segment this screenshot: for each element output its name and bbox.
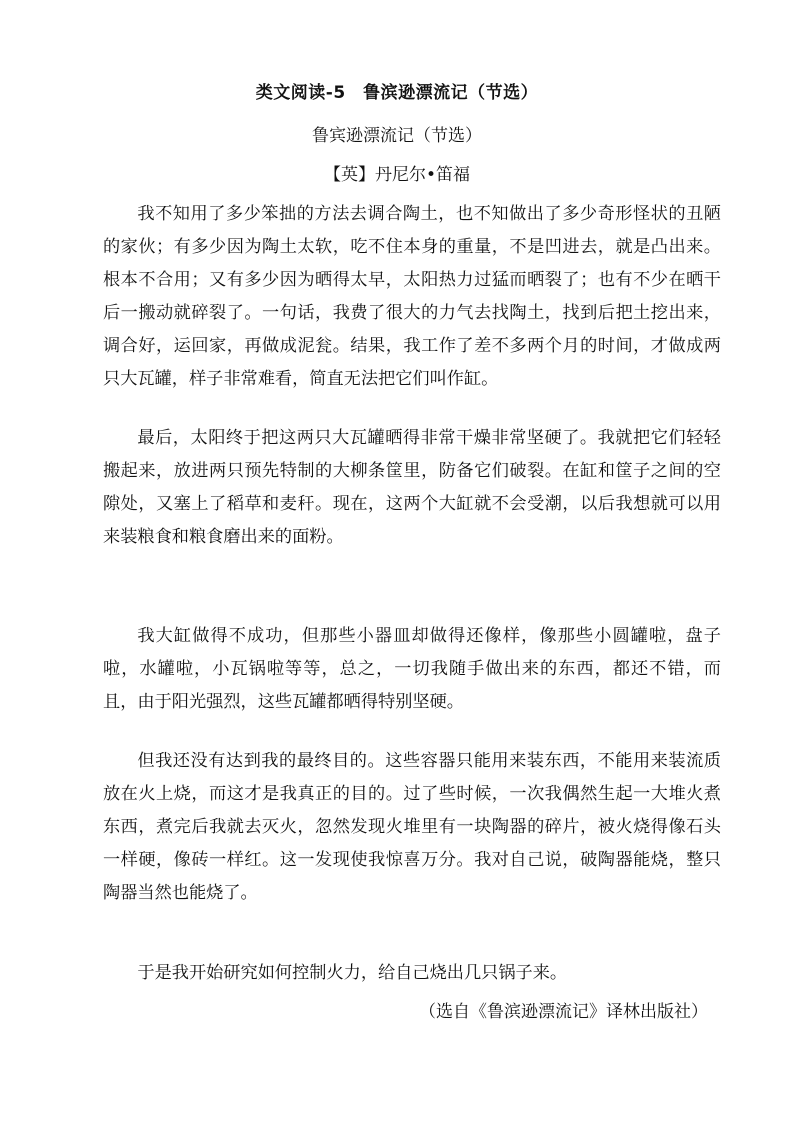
paragraph-4: 但我还没有达到我的最终目的。这些容器只能用来装东西，不能用来装流质放在火上烧，而这才是我真正的目的。过了些时候，一次我偶然生起一大堆火煮东西，煮完后我就去灭火，忽然发现火堆里有一块陶器的碎片，被火烧得像石头一样硬，像砖一样红。这一发现使我惊喜万分。我对自己说，破陶器能烧，整只陶器当然也能烧了。 (103, 751, 721, 903)
source-citation: （选自《鲁滨逊漂流记》译林出版社） (419, 1002, 708, 1022)
paragraph-3: 我大缸做得不成功，但那些小器皿却做得还像样，像那些小圆罐啦，盘子啦，水罐啦，小瓦锅啦等等，总之，一切我随手做出来的东西，都还不错，而且，由于阳光强烈，这些瓦罐都晒得特别坚硬。 (103, 626, 721, 712)
article-title: 鲁宾逊漂流记（节选） (312, 126, 482, 146)
paragraph-5: 于是我开始研究如何控制火力，给自己烧出几只锅子来。 (137, 963, 568, 983)
paragraph-1: 我不知用了多少笨拙的方法去调合陶土，也不知做出了多少奇形怪状的丑陋的家伙；有多少因为陶土太软，吃不住本身的重量，不是凹进去，就是凸出来。根本不合用；又有多少因为晒得太早，太阳热力过猛而晒裂了；也有不少在晒干后一搬动就碎裂了。一句话，我费了很大的力气去找陶土，找到后把土挖出来，调合好，运回家，再做成泥瓮。结果，我工作了差不多两个月的时间，才做成两只大瓦罐，样子非常难看，简直无法把它们叫作缸。 (103, 204, 721, 389)
paragraph-2: 最后，太阳终于把这两只大瓦罐晒得非常干燥非常坚硬了。我就把它们轻轻搬起来，放进两只预先特制的大柳条筐里，防备它们破裂。在缸和筐子之间的空隙处，又塞上了稻草和麦秆。现在，这两个大缸就不会受潮，以后我想就可以用来装粮食和粮食磨出来的面粉。 (103, 428, 721, 547)
article-author: 【英】丹尼尔•笛福 (323, 165, 471, 185)
document-title: 类文阅读-5 鲁滨逊漂流记（节选） (255, 83, 539, 103)
